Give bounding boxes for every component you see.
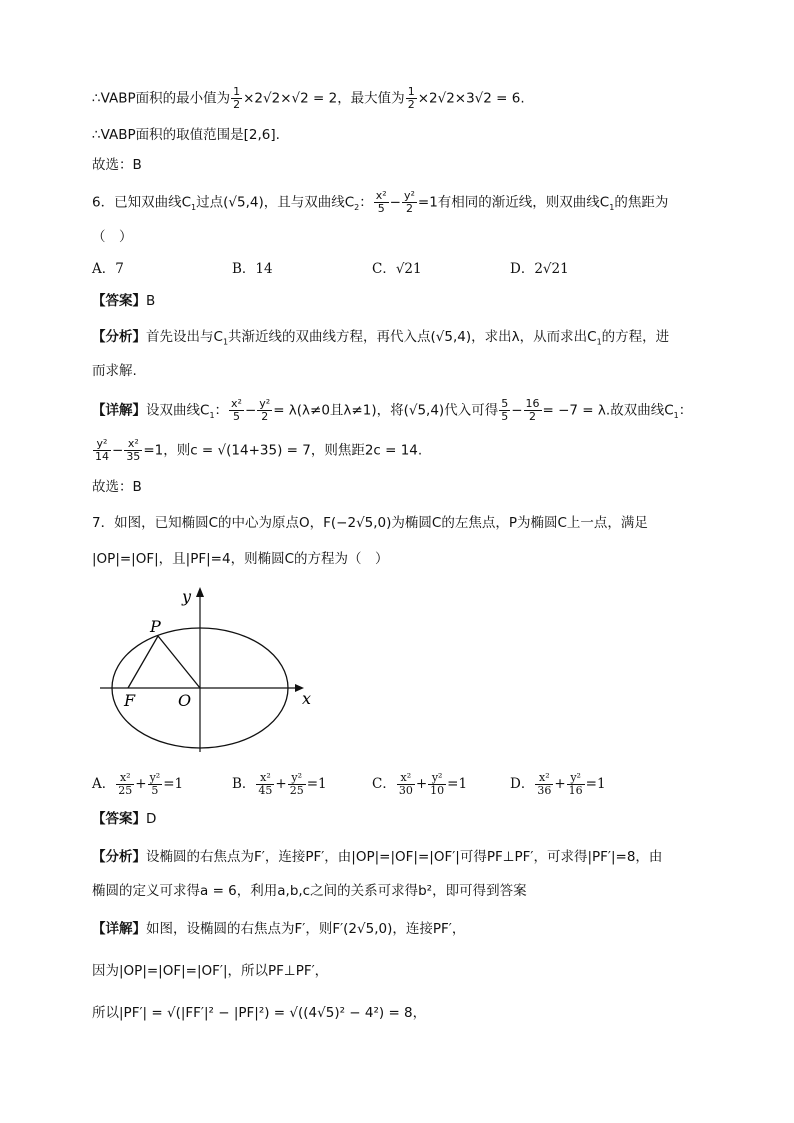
y2-over-2: $\frac{\text{y²}}{2}$ [403,189,415,215]
area-range-line: ∴VABP面积的取值范围是[2,6]. [92,127,280,143]
ellipse-figure [90,582,330,762]
point-f-label: F [124,691,136,710]
q6-analysis: 【分析】首先设出与$C_1$共渐近线的双曲线方程，再代入点(√5,4)，求出λ，从而求出$C_1$的方程，进 [92,329,670,347]
q6-analysis-cont: 而求解. [92,363,137,379]
max-expression: ×2√2×3√2 = 6. [417,90,525,107]
q7-option-c: C． $\frac{\text{x²}}{30}$ + $\frac{\text{y²}}{10}$ =1 [372,771,468,797]
sixteen-over-two: $\frac{16}{2}$ [525,397,540,423]
triangle-pfo [128,636,200,688]
q6-option-d: D．2√21 [510,261,569,277]
min-max-area-line [92,86,525,111]
q7-detail: 【详解】如图，设椭圆的右焦点为F′，则F′(2√5,0)，连接PF′， [92,921,466,937]
q6-option-b: B．14 [232,261,273,277]
y2-over-14: $\frac{\text{y²}}{14}$ [95,437,109,463]
choose-b-line-1: 故选：B [92,157,142,173]
x-axis-label: x [302,689,312,708]
x2-over-35: $\frac{\text{x²}}{35}$ [126,437,141,463]
question-7-stem-cont: |OP|=|OF|，且|PF|=4，则椭圆C的方程为（ ） [92,551,389,567]
min-expression: ×2√2×√2 = 2 [243,90,338,107]
q6-detail: 【详解】设双曲线$C_1$： $\frac{\text{x²}}{5}$ − $\frac{\text{y²}}{2}$ = λ(λ≠0且λ≠1)，将(√5,4)代入可得 $\frac{5}{5}$ − $\frac{16}{2}$ = −7 = λ.故双曲线$C_1$： [92,397,693,423]
q7-analysis: 【分析】设椭圆的右焦点为F′，连接PF′，由|OP|=|OF|=|OF′|可得PF⊥PF′，可求得|PF′|=8，由 [92,849,663,865]
point-o-label: O [178,691,192,710]
q6-detail-cont: $\frac{\text{y²}}{14}$ − $\frac{\text{x²}}{35}$ =1，则c = √(14+35) = 7，则焦距2c = 14. [95,437,423,463]
q7-option-d: D． $\frac{\text{x²}}{36}$ + $\frac{\text{y²}}{16}$ =1 [510,771,606,797]
x2-over-5: $\frac{\text{x²}}{5}$ [375,189,387,215]
question-7-stem: 7．如图，已知椭圆C的中心为原点O，F(−2√5,0)为椭圆C的左焦点，P为椭圆C上一点，满足 [92,515,648,531]
x2-over-5-b: $\frac{\text{x²}}{5}$ [231,397,242,423]
q7-answer: 【答案】D [92,811,157,827]
max-lead-text: ，最大值为 [337,90,405,107]
q6-option-c: C．√21 [372,261,422,277]
point-p-label: P [150,617,161,636]
y-axis-arrow [196,587,204,597]
area-lead-text: ∴VABP面积的最小值为 [92,90,231,107]
q7-detail-line-3: 所以|PF′| = √(|FF′|² − |PF|²) = √((4√5)² − 4²) = 8， [92,1005,427,1021]
q7-option-b: B． $\frac{\text{x²}}{45}$ + $\frac{\text{y²}}{25}$ =1 [232,771,327,797]
half-fraction-2: $\frac{1}{2}$ [407,85,415,111]
q7-option-a: A． $\frac{\text{x²}}{25}$ + $\frac{\text{y²}}{5}$ =1 [92,771,184,797]
y2-over-2-b: $\frac{\text{y²}}{2}$ [259,397,271,423]
choose-b-line-2: 故选：B [92,479,142,495]
q7-detail-line-2: 因为|OP|=|OF|=|OF′|，所以PF⊥PF′， [92,963,329,979]
y-axis-label: y [182,587,192,606]
q7-analysis-cont: 椭圆的定义可求得a = 6，利用a,b,c之间的关系可求得b²，即可得到答案 [92,883,527,899]
five-over-five: $\frac{5}{5}$ [501,397,509,423]
q6-answer: 【答案】B [92,293,156,309]
q6-option-a: A．7 [92,261,124,277]
question-6-stem: 6．已知双曲线$C_1$过点(√5,4)，且与双曲线$C_2$： $\frac{\text{x²}}{5}$ − $\frac{\text{y²}}{2}$ =1有相同的渐近线，则双曲线$C_1$的焦距为 [92,189,669,215]
half-fraction: $\frac{1}{2}$ [233,85,241,111]
question-6-paren: （ ） [92,229,133,245]
